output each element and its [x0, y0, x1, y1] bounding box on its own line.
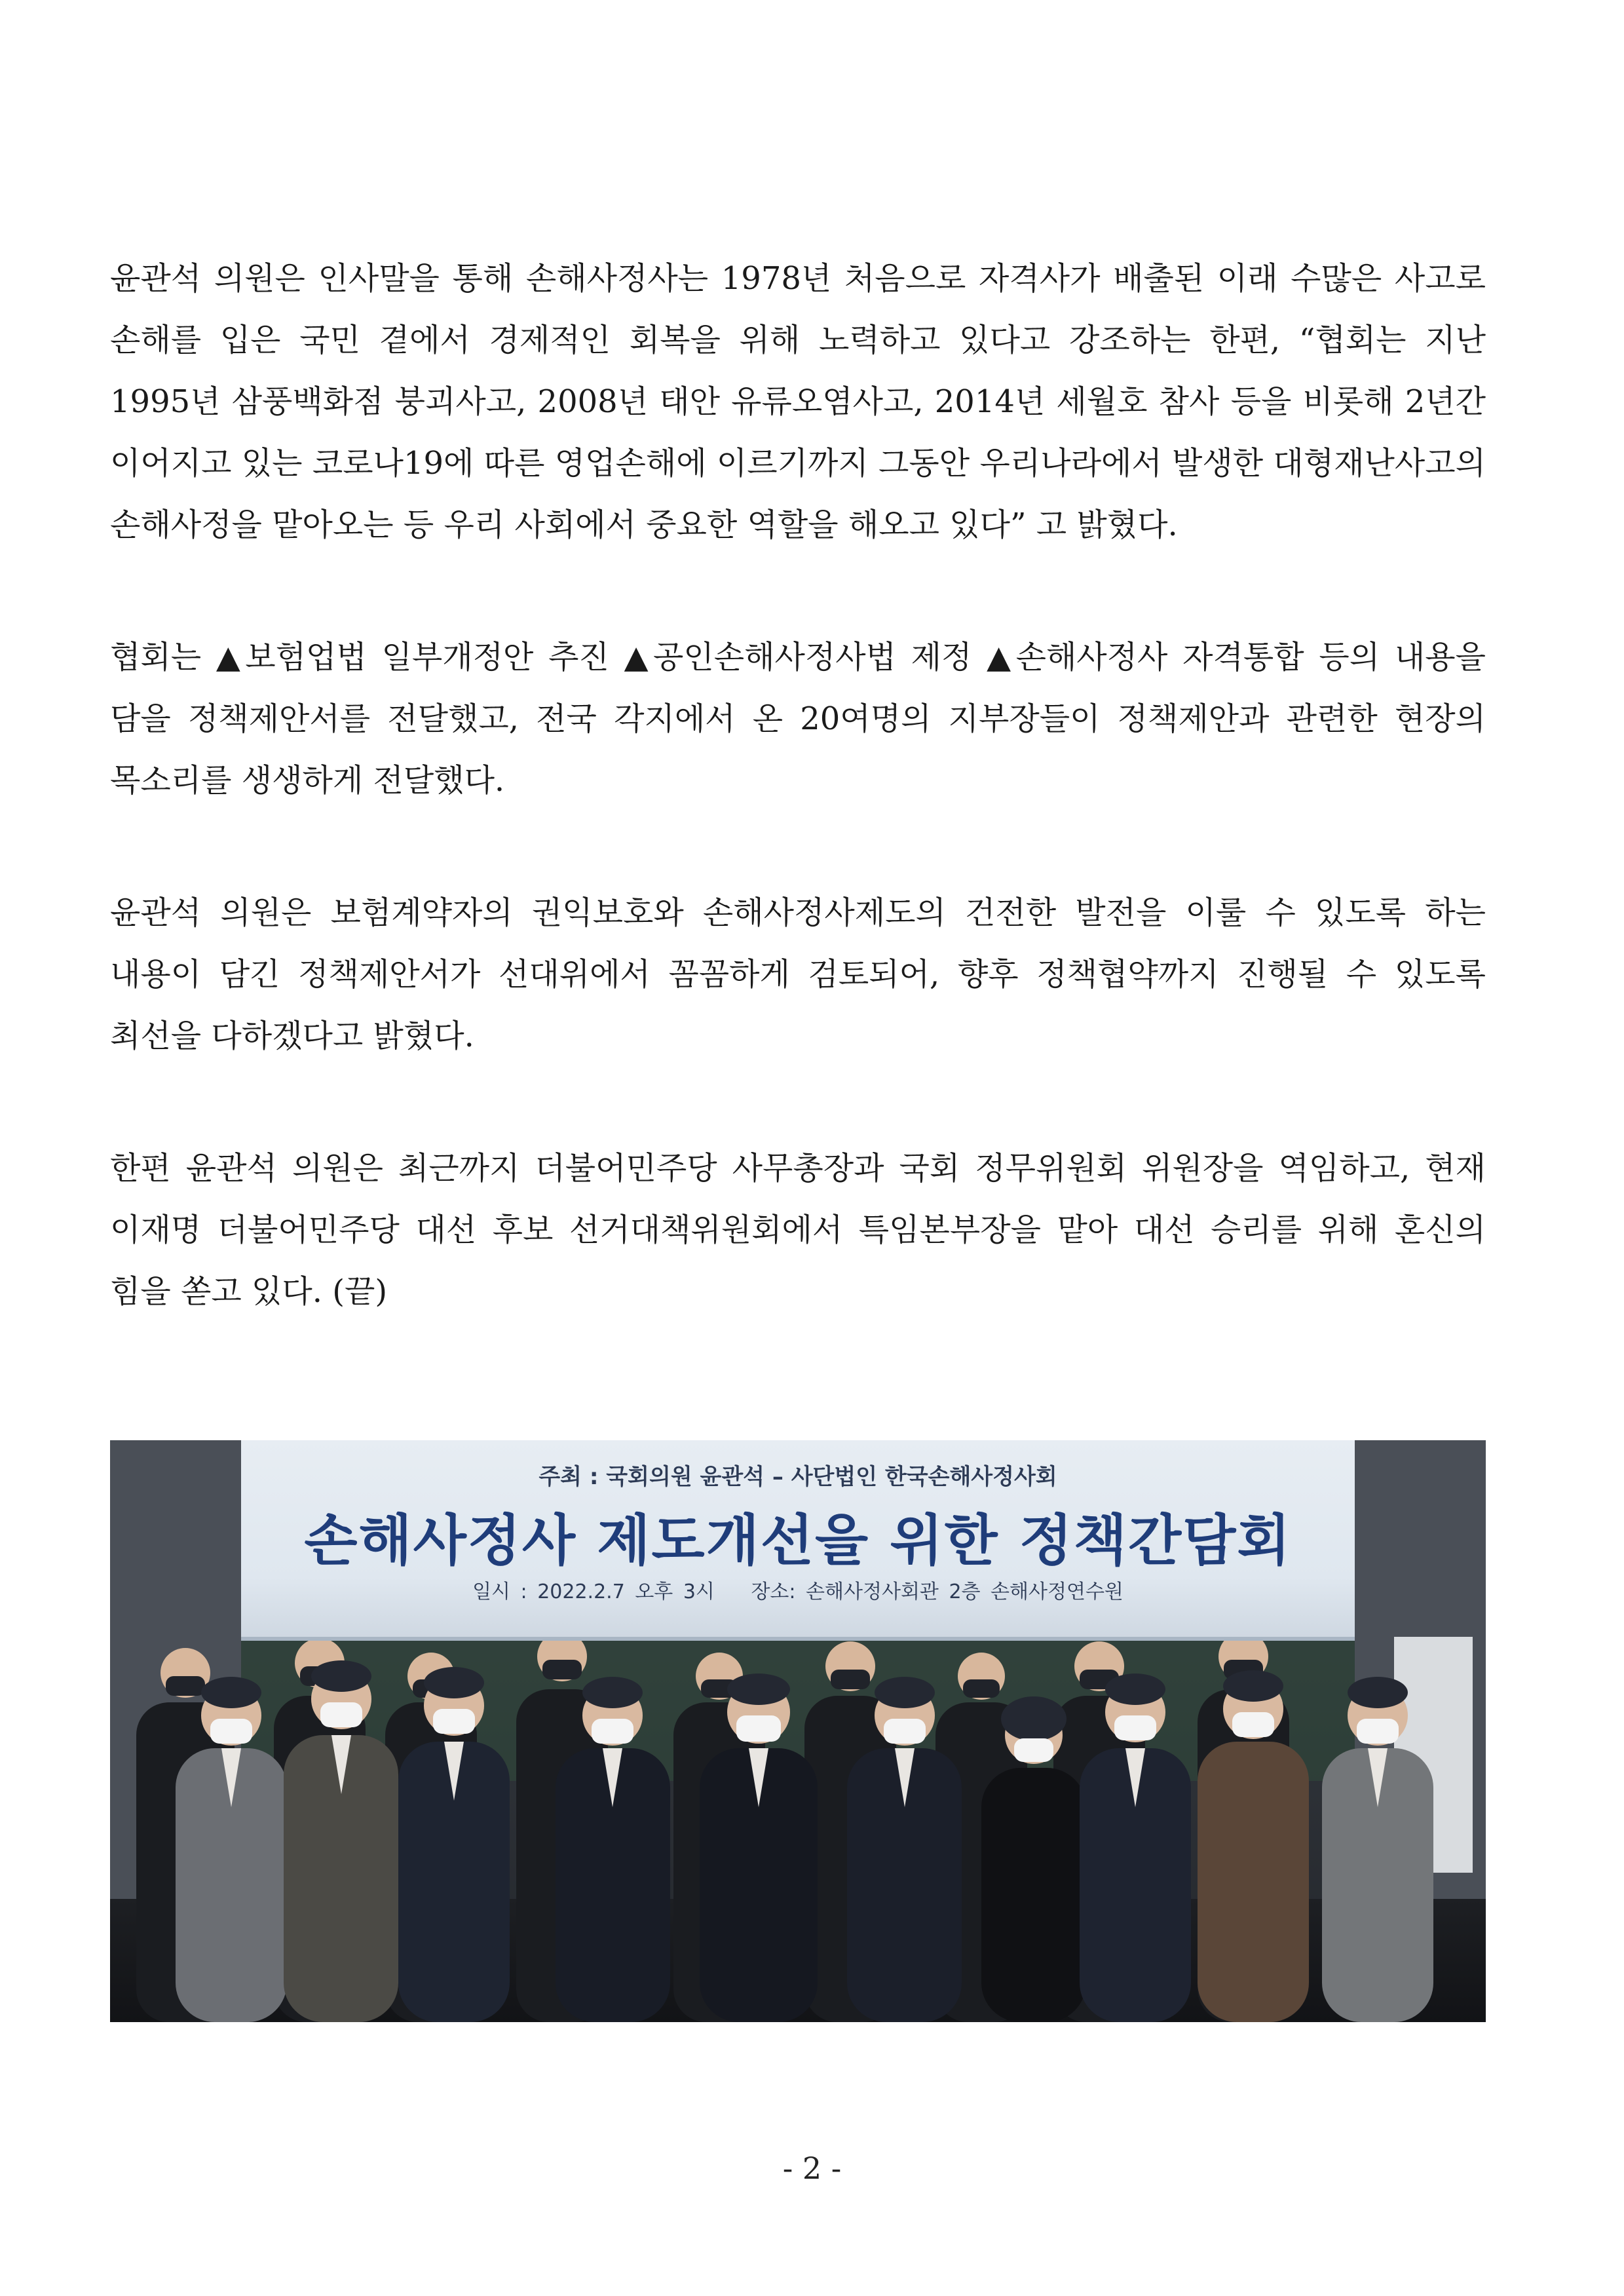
group-photo: [110, 1440, 1486, 2022]
banner-date: 일시 : 2022.2.7 오후 3시: [472, 1580, 715, 1603]
paragraph-response: 윤관석 의원은 보험계약자의 권익보호와 손해사정사제도의 건전한 발전을 이룰 수 있도록 하는 내용이 담긴 정책제안서가 선대위에서 꼼꼼하게 검토되어, 향후 정책협약까지 진행될 수 있도록 최선을 다하겠다고 밝혔다.: [110, 894, 1486, 1054]
paragraph-proposal: 협회는 ▲보험업법 일부개정안 추진 ▲공인손해사정사법 제정 ▲손해사정사 자격통합 등의 내용을 담을 정책제안서를 전달했고, 전국 각지에서 온 20여명의 지부장들이 정책제안과 관련한 현장의 목소리를 생생하게 전달했다.: [110, 639, 1486, 799]
banner-host: 주최 : 국회의원 윤관석 – 사단법인 한국손해사정사회: [538, 1464, 1057, 1490]
banner-place: 장소: 손해사정사회관 2층 손해사정연수원: [751, 1580, 1124, 1603]
banner-title: 손해사정사 제도개선을 위한 정책간담회: [304, 1508, 1292, 1573]
paragraph-greeting: 윤관석 의원은 인사말을 통해 손해사정사는 1978년 처음으로 자격사가 배출된 이래 수많은 사고로 손해를 입은 국민 곁에서 경제적인 회복을 위해 노력하고 있다고 강조하는 한편, “협회는 지난 1995년 삼풍백화점 붕괴사고, 2008년 태안 유류오염사고, 2014년 세월호 참사 등을 비롯해 2년간 이어지고 있는 코로나19에 따른 영업손해에 이르기까지 그동안 우리나라에서 발생한 대형재난사고의 손해사정을 맡아오는 등 우리 사회에서 중요한 역할을 해오고 있다” 고 밝혔다.: [110, 260, 1486, 543]
banner-info: [241, 1575, 1355, 1604]
article-body: [110, 248, 1486, 1322]
page-number: - 2 -: [782, 2151, 842, 2186]
event-banner: [241, 1440, 1355, 1641]
paragraph-profile: 한편 윤관석 의원은 최근까지 더불어민주당 사무총장과 국회 정무위원회 위원장을 역임하고, 현재 이재명 더불어민주당 대선 후보 선거대책위원회에서 특임본부장을 맡아 대선 승리를 위해 혼신의 힘을 쏟고 있다. (끝): [110, 1150, 1486, 1310]
